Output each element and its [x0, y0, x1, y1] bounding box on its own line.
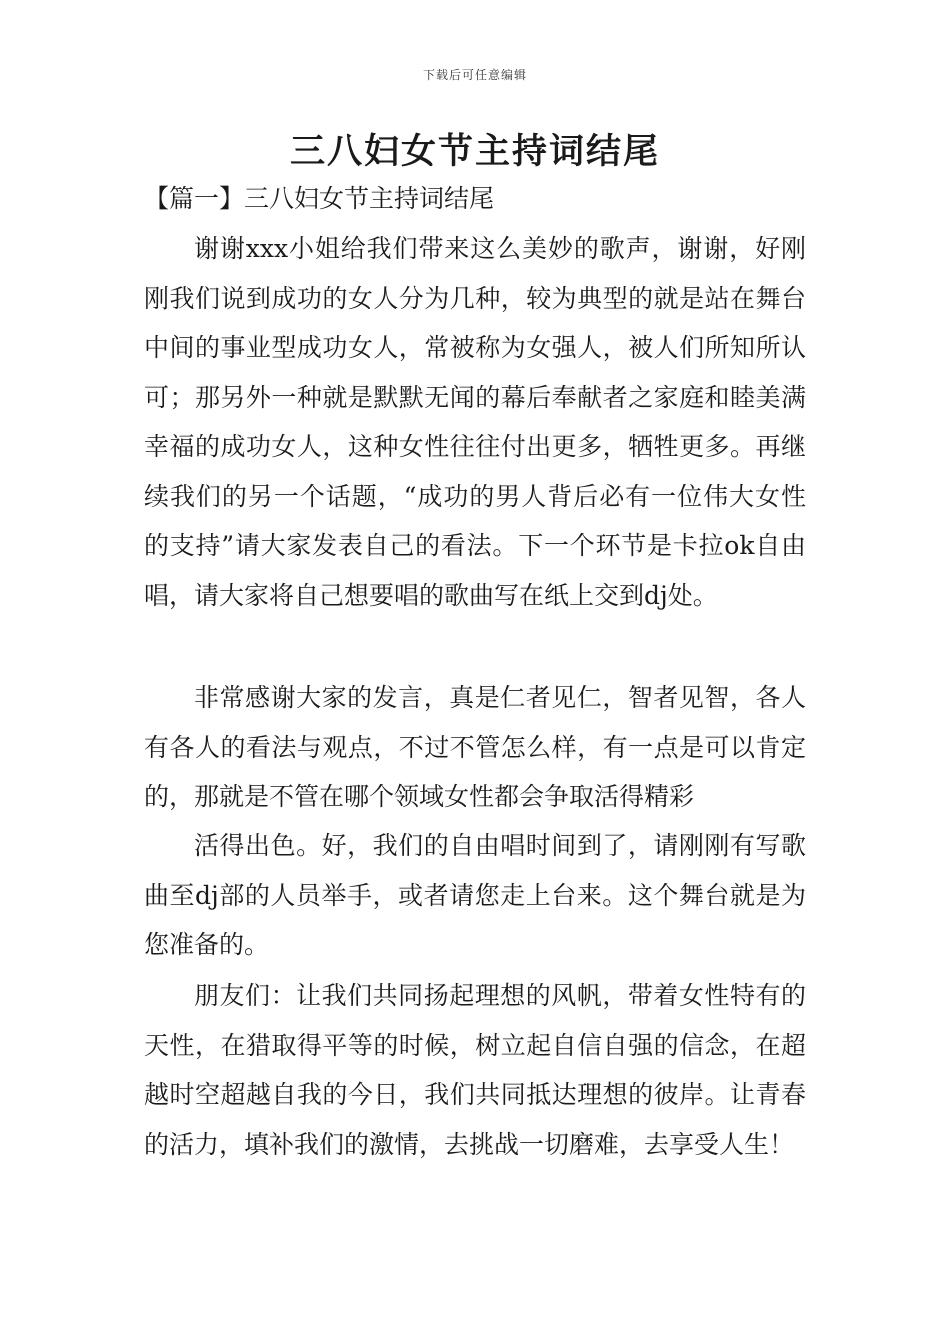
section-heading: 【篇一】三八妇女节主持词结尾: [144, 184, 495, 213]
body-paragraph: 活得出色。好，我们的自由唱时间到了，请刚刚有写歌曲至dj部的人员举手，或者请您走上台来。这个舞台就是为您准备的。: [144, 831, 806, 959]
body-paragraph: 朋友们：让我们共同扬起理想的风帆，带着女性特有的天性，在猎取得平等的时候，树立起自信自强的信念，在超越时空超越自我的今日，我们共同抵达理想的彼岸。让青春的活力，填补我们的激情，去挑战一切磨难，去享受人生！: [144, 981, 806, 1159]
header-note: 下载后可任意编辑: [422, 68, 527, 82]
body-paragraph: 非常感谢大家的发言，真是仁者见仁，智者见智，各人有各人的看法与观点，不过不管怎么样，有一点是可以肯定的，那就是不管在哪个领域女性都会争取活得精彩: [144, 683, 806, 811]
document-title: 三八妇女节主持词结尾: [289, 132, 660, 172]
body-paragraph: 谢谢xxx小姐给我们带来这么美妙的歌声，谢谢，好刚刚我们说到成功的女人分为几种，较为典型的就是站在舞台中间的事业型成功女人，常被称为女强人，被人们所知所认可；那另外一种就是默默无闻的幕后奉献者之家庭和睦美满幸福的成功女人，这种女性往往付出更多，牺牲更多。再继续我们的另一个话题，“成功的男人背后必有一位伟大女性的支持”请大家发表自己的看法。下一个环节是卡拉ok自由唱，请大家将自己想要唱的歌曲写在纸上交到dj处。: [144, 234, 806, 610]
